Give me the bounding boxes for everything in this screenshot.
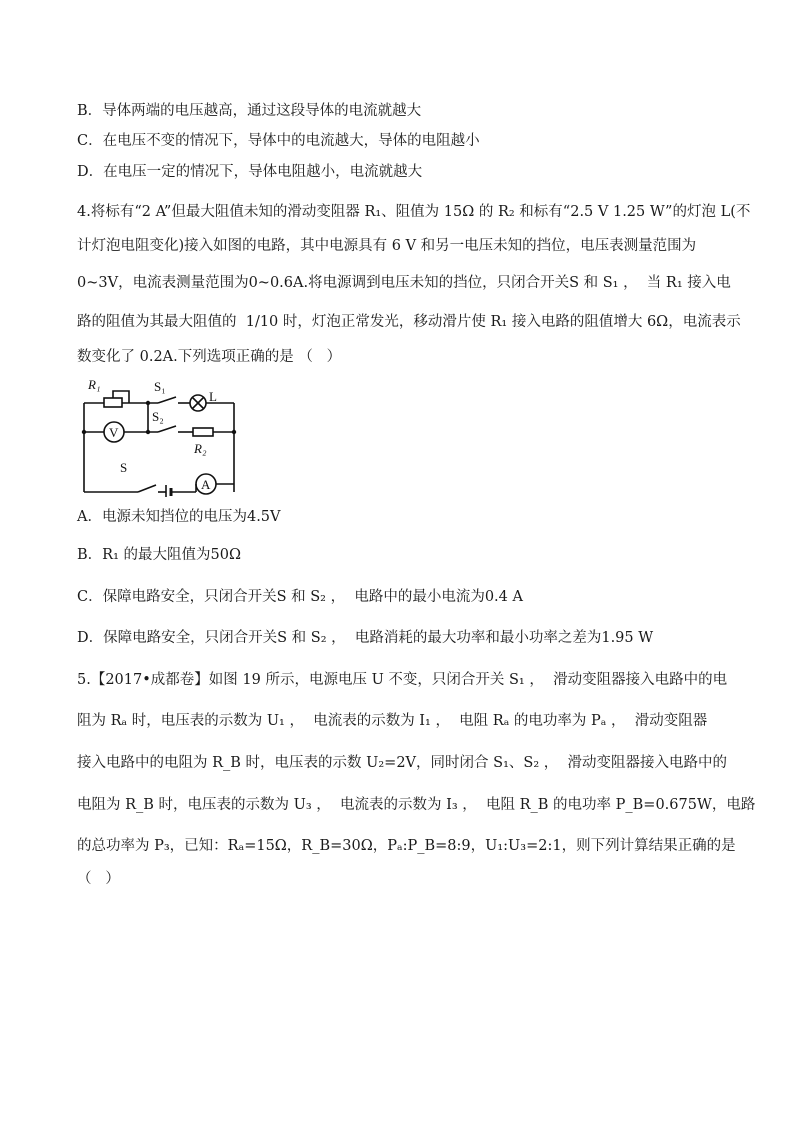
q5-line-2: 阻为 Rₐ 时，电压表的示数为 U₁ ， 电流表的示数为 I₁ ， 电阻 Rₐ 的电功率为 Pₐ ， 滑动变阻器 (77, 713, 708, 729)
r2-resistor (193, 428, 213, 436)
q4-option-b: B．R₁ 的最大阻值为50Ω (77, 547, 241, 563)
q4-line-1: 4.将标有“2 A”但最大阻值未知的滑动变阻器 R₁、阻值为 15Ω 的 R₂ 和标有“2.5 V 1.25 W”的灯泡 L(不 (77, 204, 751, 220)
option-d: D．在电压一定的情况下，导体电阻越小，电流就越大 (77, 164, 423, 180)
q4-line-5: 数变化了 0.2A.下列选项正确的是 （ ） (77, 349, 342, 365)
q5-line-3: 接入电路中的电阻为 R_B 时，电压表的示数 U₂=2V，同时闭合 S₁、S₂ ， 滑动变阻器接入电路中的 (77, 755, 727, 771)
q5-line-6: （ ） (77, 871, 120, 887)
q5-line-4: 电阻为 R_B 时，电压表的示数为 U₃ ， 电流表的示数为 I₃ ， 电阻 R_B 的电功率 P_B=0.675W，电路 (77, 797, 756, 813)
q4-option-d: D．保障电路安全，只闭合开关S 和 S₂ ， 电路消耗的最大功率和最小功率之差为1.95 W (77, 630, 654, 646)
q5-line-5: 的总功率为 P₃，已知：Rₐ=15Ω，R_B=30Ω，Pₐ:P_B=8:9，U₁:U₃=2:1，则下列计算结果正确的是 (77, 838, 736, 854)
label-lamp: L (209, 389, 217, 404)
q4-option-a: A．电源未知挡位的电压为4.5V (77, 509, 281, 525)
q4-line-2: 计灯泡电阻变化)接入如图的电路，其中电源具有 6 V 和另一电压未知的挡位，电压表测量范围为 (77, 238, 697, 254)
circuit-diagram (78, 377, 240, 497)
q4-line-4: 路的阻值为其最大阻值的 1/10 时，灯泡正常发光，移动滑片使 R₁ 接入电路的阻值增大 6Ω，电流表示 (77, 314, 741, 330)
label-r1: R₁ (88, 377, 101, 392)
q4-line-3: 0~3V，电流表测量范围为0~0.6A.将电源调到电压未知的挡位，只闭合开关S 和 S₁ ， 当 R₁ 接入电 (77, 275, 731, 291)
label-s1: S₁ (154, 379, 166, 394)
r1-resistor (104, 398, 122, 407)
q5-line-1: 5.【2017•成都卷】如图 19 所示，电源电压 U 不变，只闭合开关 S₁ ， 滑动变阻器接入电路中的电 (77, 672, 728, 688)
label-r2: R₂ (194, 441, 207, 456)
q4-option-c: C．保障电路安全，只闭合开关S 和 S₂ ， 电路中的最小电流为0.4 A (77, 589, 523, 605)
label-s: S (120, 460, 128, 475)
label-s2: S₂ (152, 409, 164, 424)
label-voltmeter: V (109, 425, 119, 440)
option-b: B．导体两端的电压越高，通过这段导体的电流就越大 (77, 103, 422, 119)
label-ammeter: A (201, 477, 211, 492)
option-c: C．在电压不变的情况下，导体中的电流越大，导体的电阻越小 (77, 133, 480, 149)
